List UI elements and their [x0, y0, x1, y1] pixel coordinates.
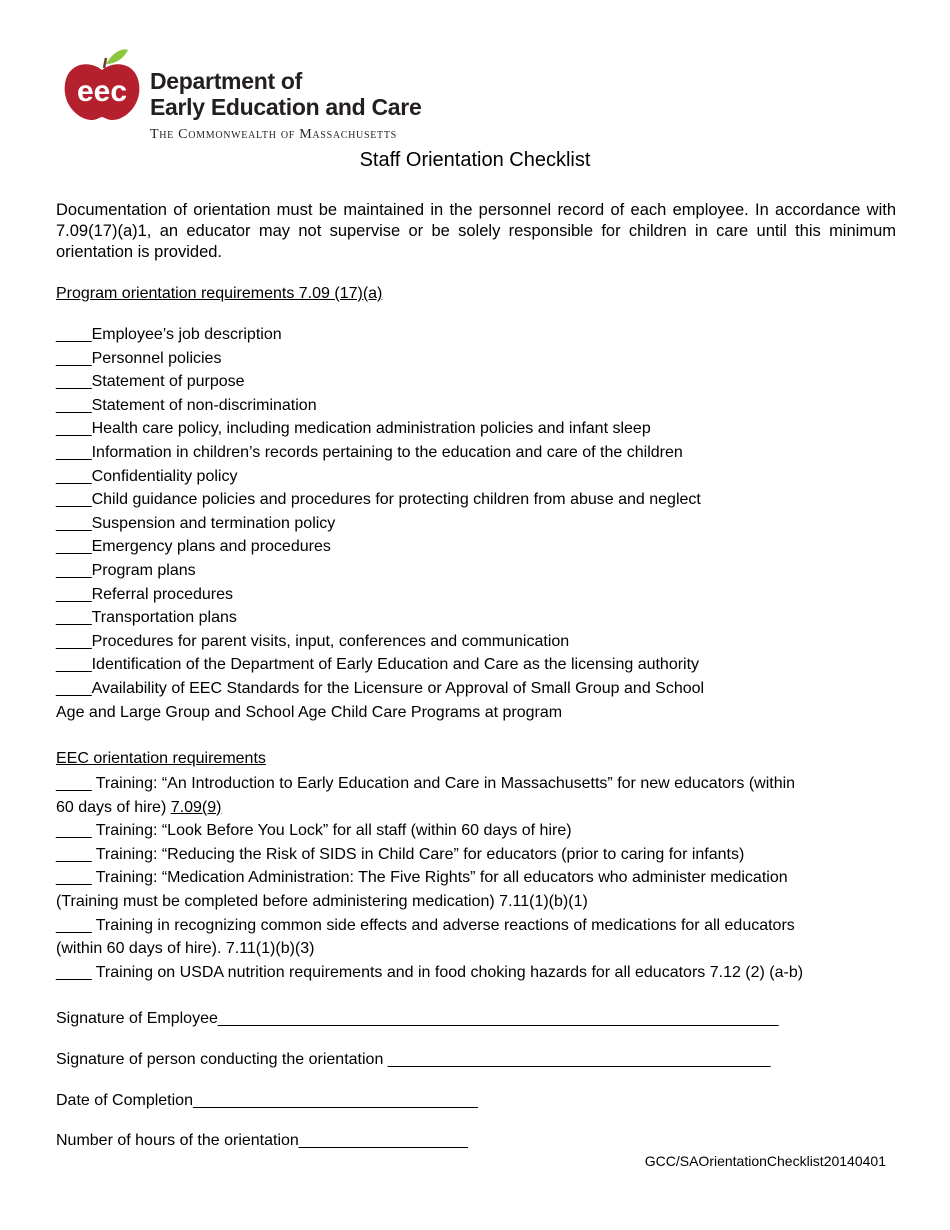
eec-header — [62, 46, 482, 146]
check-blank[interactable]: ____ — [56, 609, 92, 627]
training-item-label: Training: “Look Before You Lock” for all staff (within 60 days of hire) — [95, 822, 572, 840]
training-item-continuation — [56, 890, 916, 914]
checklist-item — [56, 653, 916, 677]
checklist-item — [56, 559, 916, 583]
eec-section-heading: EEC orientation requirements — [56, 750, 266, 767]
eec-checklist — [56, 772, 916, 984]
checklist-item-label: Emergency plans and procedures — [91, 538, 331, 556]
org-name-line1: Department of — [150, 68, 303, 94]
check-blank[interactable]: ____ — [56, 373, 92, 391]
check-blank[interactable]: ____ — [56, 963, 96, 981]
checklist-item — [56, 465, 916, 489]
checklist-item — [56, 583, 916, 607]
org-name-line2: Early Education and Care — [150, 94, 422, 120]
checklist-item-label: Procedures for parent visits, input, conferences and communication — [91, 632, 570, 650]
check-blank[interactable]: ____ — [56, 585, 92, 603]
check-blank[interactable]: ____ — [56, 491, 92, 509]
program-section-heading: Program orientation requirements 7.09 (17)(a) — [56, 285, 383, 302]
checklist-item — [56, 394, 916, 418]
checklist-item-label: Personnel policies — [91, 349, 222, 367]
org-subtitle: The Commonwealth of Massachusetts — [150, 127, 397, 142]
checklist-item-label: Employee’s job description — [91, 326, 282, 343]
check-blank[interactable]: ____ — [56, 443, 92, 461]
training-item-label: Training: “Reducing the Risk of SIDS in Child Care” for educators (prior to caring for infants) — [95, 845, 745, 863]
check-blank[interactable]: ____ — [56, 514, 92, 532]
check-blank[interactable]: ____ — [56, 656, 92, 674]
continuation-text: 60 days of hire) — [56, 798, 171, 816]
checklist-item-label: Child guidance policies and procedures for protecting children from abuse and neglect — [91, 491, 701, 509]
training-item-label: Training on USDA nutrition requirements and in food choking hazards for all educators 7.12 (2) (a-b) — [95, 963, 804, 981]
completion-date-line[interactable]: Date of Completion________________________________ — [56, 1092, 478, 1109]
checklist-item — [56, 441, 916, 465]
training-item — [56, 843, 916, 867]
checklist-item — [56, 630, 916, 654]
checklist-item-label: Statement of purpose — [91, 373, 245, 391]
check-blank[interactable]: ____ — [56, 349, 92, 367]
conductor-signature-line[interactable]: Signature of person conducting the orientation ___________________________________________ — [56, 1051, 771, 1068]
logo-text: eec — [76, 75, 128, 108]
checklist-item-label: Referral procedures — [91, 585, 233, 603]
continuation-text: (within 60 days of hire). 7.11(1)(b)(3) — [56, 940, 315, 958]
continuation-text: (Training must be completed before administering medication) 7.11(1)(b)(1) — [56, 892, 588, 910]
checklist-item-continuation: Age and Large Group and School Age Child Care Programs at program — [56, 703, 563, 721]
training-item — [56, 866, 916, 890]
training-item-label: Training: “An Introduction to Early Education and Care in Massachusetts” for new educators (within — [95, 775, 796, 792]
checklist-item — [56, 323, 916, 347]
checklist-item-label: Health care policy, including medication administration policies and infant sleep — [91, 420, 651, 438]
stem-icon — [104, 58, 106, 68]
checklist-item-label: Program plans — [91, 561, 196, 579]
training-item — [56, 914, 916, 938]
checklist-item — [56, 370, 916, 394]
leaf-icon — [106, 49, 128, 64]
check-blank[interactable]: ____ — [56, 679, 92, 697]
checklist-item — [56, 606, 916, 630]
check-blank[interactable]: ____ — [56, 326, 92, 343]
page-title: Staff Orientation Checklist — [359, 149, 591, 171]
checklist-item-label: Information in children’s records pertaining to the education and care of the children — [91, 443, 683, 461]
training-item — [56, 772, 916, 796]
orientation-hours-line[interactable]: Number of hours of the orientation___________________ — [56, 1132, 468, 1149]
form-code: GCC/SAOrientationChecklist20140401 — [644, 1153, 886, 1169]
check-blank[interactable]: ____ — [56, 561, 92, 579]
checklist-item-label: Confidentiality policy — [91, 467, 238, 485]
training-item-label: Training: “Medication Administration: The Five Rights” for all educators who administer medication — [95, 869, 788, 887]
training-item — [56, 961, 916, 985]
checklist-item-label: Identification of the Department of Early Education and Care as the licensing authority — [91, 656, 700, 674]
checklist-item-label: Availability of EEC Standards for the Licensure or Approval of Small Group and School — [91, 679, 705, 697]
training-item-continuation — [56, 937, 916, 961]
checklist-item-label: Transportation plans — [91, 609, 237, 627]
checklist-item — [56, 488, 916, 512]
check-blank[interactable]: ____ — [56, 822, 96, 840]
check-blank[interactable]: ____ — [56, 845, 96, 863]
check-blank[interactable]: ____ — [56, 632, 92, 650]
check-blank[interactable]: ____ — [56, 869, 96, 887]
regulation-link[interactable]: 7.09(9) — [170, 798, 222, 816]
training-item-label: Training in recognizing common side effects and adverse reactions of medications for all educators — [95, 916, 795, 934]
checklist-item — [56, 677, 916, 701]
check-blank[interactable]: ____ — [56, 775, 96, 792]
checklist-item-label: Statement of non-discrimination — [91, 396, 317, 414]
training-item — [56, 819, 916, 843]
checklist-item — [56, 417, 916, 441]
checklist-item-label: Suspension and termination policy — [91, 514, 336, 532]
check-blank[interactable]: ____ — [56, 467, 92, 485]
employee-signature-line[interactable]: Signature of Employee_______________________________________________________________ — [56, 1010, 779, 1027]
eec-apple-logo — [62, 46, 142, 122]
checklist-item — [56, 347, 916, 371]
org-name — [150, 68, 421, 120]
intro-paragraph: Documentation of orientation must be maintained in the personnel record of each employee. In accordance with 7.09(17)(a)1, an educator may not supervise or be solely responsible for children in care until this minimum orientation is provided. — [56, 201, 896, 261]
check-blank[interactable]: ____ — [56, 916, 96, 934]
check-blank[interactable]: ____ — [56, 396, 92, 414]
checklist-item — [56, 535, 916, 559]
check-blank[interactable]: ____ — [56, 420, 92, 438]
program-checklist — [56, 323, 916, 724]
training-item-continuation — [56, 796, 916, 820]
checklist-item — [56, 512, 916, 536]
check-blank[interactable]: ____ — [56, 538, 92, 556]
